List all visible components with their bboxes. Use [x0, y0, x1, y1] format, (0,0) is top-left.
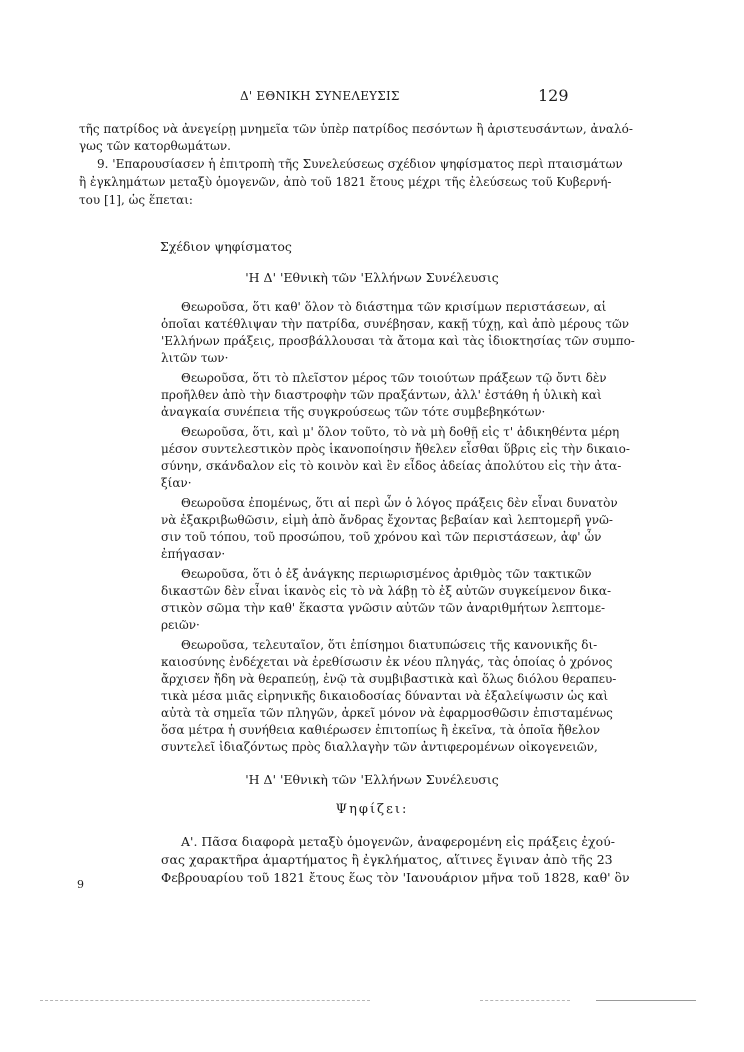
assembly-heading-repeat: 'Η Δ' 'Εθνικὴ τῶν 'Ελλήνων Συνέλευσις — [245, 772, 499, 787]
consideration-line: ὁποῖαι κατέθλιψαν τὴν πατρίδα, συνέβησαν, κακῇ τύχῃ, καὶ ἀπὸ μέρους τῶν — [161, 317, 630, 331]
consideration-line: αὐτὰ τὰ σημεῖα τῶν πληγῶν, ἀρκεῖ μόνον νὰ ἐφαρμοσθῶσιν ἐπισταμένως — [161, 706, 613, 720]
consideration-line: ρειῶν· — [161, 618, 200, 632]
consideration-line: τικὰ μέσα μιᾶς εἰρηνικῆς δικαιοδοσίας δύνανται νὰ ἐξαλείψωσιν ὡς καὶ — [161, 689, 609, 703]
scan-artifact-line — [596, 1000, 696, 1001]
consideration-line: Θεωροῦσα, ὅτι τὸ πλεῖστον μέρος τῶν τοιούτων πράξεων τῷ ὄντι δὲν — [181, 371, 607, 385]
article-a-line: Α'. Πᾶσα διαφορὰ μεταξὺ ὁμογενῶν, ἀναφερομένη εἰς πράξεις ἐχού- — [181, 834, 615, 849]
consideration-line: ὅσα μέτρα ἡ συνήθεια καθιέρωσεν ἐπιτοπίως ἢ ἐκεῖνα, τὰ ὁποῖα ἤθελον — [161, 723, 601, 737]
assembly-heading: 'Η Δ' 'Εθνικὴ τῶν 'Ελλήνων Συνέλευσις — [245, 270, 499, 285]
running-header-title: Δ' ΕΘΝΙΚΗ ΣΥΝΕΛΕΥΣΙΣ — [240, 89, 400, 103]
consideration-line: δικαστῶν δὲν εἶναι ἱκανὸς εἰς τὸ νὰ λάβῃ τὸ ἐξ αὐτῶν συγκείμενον δικα- — [161, 584, 612, 598]
consideration-line: ξίαν· — [161, 476, 192, 490]
intro-line: του [1], ὡς ἕπεται: — [79, 193, 193, 207]
page-number: 129 — [538, 86, 569, 105]
consideration-line: σύνην, σκάνδαλον εἰς τὸ κοινὸν καὶ ἓν εἶδος ἀδείας ἀπολύτου εἰς τὴν ἀτα- — [161, 459, 622, 473]
decrees-label: Ψηφίζει: — [335, 802, 409, 817]
consideration-line: ἄρχισεν ἤδη νὰ θεραπεύῃ, ἐνῷ τὰ συμβιβαστικὰ καὶ ὅλως διόλου θεραπευ- — [161, 672, 617, 686]
consideration-line: λιτῶν των· — [161, 351, 229, 365]
consideration-line: ἀναγκαία συνέπεια τῆς συγκρούσεως τῶν τότε συμβεβηκότων· — [161, 405, 546, 419]
consideration-line: Θεωροῦσα, τελευταῖον, ὅτι ἐπίσημοι διατυπώσεις τῆς κανονικῆς δι- — [181, 638, 598, 652]
intro-line: τῆς πατρίδος νὰ ἀνεγείρῃ μνημεῖα τῶν ὑπὲρ πατρίδος πεσόντων ἢ ἀριστευσάντων, ἀναλό- — [79, 122, 633, 136]
consideration-line: μέσον συντελεστικὸν πρὸς ἱκανοποίησιν ἤθελεν εἶσθαι ὕβρις εἰς τὴν δικαιο- — [161, 442, 630, 456]
consideration-line: νὰ ἐξακριβωθῶσιν, εἰμὴ ἀπὸ ἄνδρας ἔχοντας βεβαίαν καὶ λεπτομερῆ γνῶ- — [161, 513, 613, 527]
consideration-line: συντελεῖ ἰδιαζόντως πρὸς διαλλαγὴν τῶν ἀντιφερομένων οἰκογενειῶν, — [161, 740, 598, 754]
draft-label: Σχέδιον ψηφίσματος — [160, 239, 292, 254]
consideration-line: σιν τοῦ τόπου, τοῦ προσώπου, τοῦ χρόνου καὶ τῶν περιστάσεων, ἀφ' ὧν — [161, 530, 602, 544]
article-a-line: σας χαρακτῆρα ἁμαρτήματος ἢ ἐγκλήματος, αἵτινες ἔγιναν ἀπὸ τῆς 23 — [161, 852, 613, 867]
consideration-line: Θεωροῦσα, ὅτι ὁ ἐξ ἀνάγκης περιωρισμένος ἀριθμὸς τῶν τακτικῶν — [181, 567, 592, 581]
intro-line: ἢ ἐγκλημάτων μεταξὺ ὁμογενῶν, ἀπὸ τοῦ 1821 ἔτους μέχρι τῆς ἐλεύσεως τοῦ Κυβερνή- — [79, 175, 612, 189]
consideration-line: προῆλθεν ἀπὸ τὴν διαστροφὴν τῶν πραξάντων, ἀλλ' ἐστάθη ἡ ὑλικὴ καὶ — [161, 388, 602, 402]
scan-artifact-line — [40, 1000, 370, 1001]
consideration-line: στικὸν σῶμα τὴν καθ' ἕκαστα γνῶσιν αὐτῶν τῶν ἀναριθμήτων λεπτομε- — [161, 601, 606, 615]
consideration-line: Θεωροῦσα, ὅτι, καὶ μ' ὅλον τοῦτο, τὸ νὰ μὴ δοθῇ εἰς τ' ἀδικηθέντα μέρη — [181, 425, 620, 439]
consideration-line: Θεωροῦσα, ὅτι καθ' ὅλον τὸ διάστημα τῶν κρισίμων περιστάσεων, αἱ — [181, 300, 607, 314]
consideration-line: ἐπήγασαν· — [161, 547, 226, 561]
intro-line: 9. 'Επαρουσίασεν ἡ ἐπιτροπὴ τῆς Συνελεύσεως σχέδιον ψηφίσματος περὶ πταισμάτων — [97, 157, 623, 171]
scan-artifact-line — [480, 1000, 570, 1001]
consideration-line: καιοσύνης ἐνδέχεται νὰ ἐρεθίσωσιν ἐκ νέου πληγάς, τὰς ὁποίας ὁ χρόνος — [161, 655, 613, 669]
intro-line: γως τῶν κατορθωμάτων. — [79, 139, 231, 153]
signature-mark: 9 — [77, 878, 84, 891]
consideration-line: Θεωροῦσα ἐπομένως, ὅτι αἱ περὶ ὧν ὁ λόγος πράξεις δὲν εἶναι δυνατὸν — [181, 496, 618, 510]
consideration-line: 'Ελλήνων πράξεις, προσβάλλουσαι τὰ ἄτομα καὶ τὰς ἰδιοκτησίας τῶν συμπο- — [161, 334, 635, 348]
article-a-line: Φεβρουαρίου τοῦ 1821 ἔτους ἕως τὸν 'Ιανουάριον μῆνα τοῦ 1828, καθ' ὃν — [161, 870, 630, 885]
